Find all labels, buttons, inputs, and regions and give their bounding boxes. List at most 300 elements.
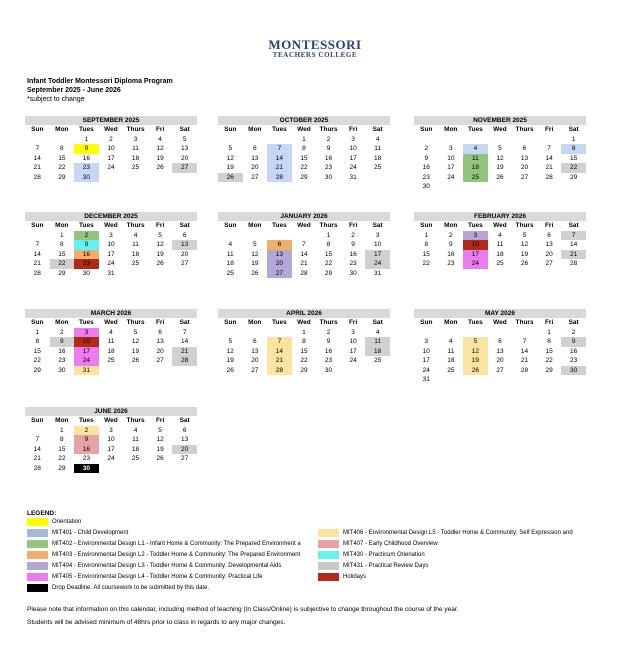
- day-cell: [439, 328, 464, 338]
- day-cell: 26: [218, 173, 243, 183]
- day-cell: 11: [132, 145, 139, 152]
- day-cell: 9: [74, 240, 99, 250]
- day-header: Tues: [79, 319, 94, 326]
- day-cell: 31: [349, 173, 357, 181]
- month-title: JANUARY 2026: [218, 212, 390, 221]
- day-cell: 1: [35, 328, 40, 336]
- day-cell: 28: [267, 173, 292, 183]
- day-cell: 18: [365, 347, 390, 357]
- day-cell: 20: [181, 250, 189, 258]
- week-row: [218, 154, 390, 164]
- legend-item-mit404: [27, 562, 281, 570]
- day-cell: 28: [570, 260, 578, 267]
- day-header: Mon: [248, 126, 262, 133]
- day-header: Thurs: [319, 126, 338, 133]
- day-cell: 31: [107, 269, 115, 277]
- week-row: [25, 144, 197, 154]
- week-row: [218, 347, 390, 357]
- month-title: NOVEMBER 2025: [414, 116, 586, 125]
- day-cell: 7: [267, 337, 292, 347]
- day-cell: 18: [107, 347, 115, 355]
- day-cell: 15: [545, 347, 553, 355]
- week-row: [25, 231, 197, 241]
- legend-label: Holidays: [343, 574, 367, 580]
- legend-title: LEGEND:: [27, 510, 57, 517]
- day-cell: 24: [74, 356, 99, 366]
- day-header: Fri: [155, 319, 165, 326]
- day-cell: 14: [570, 241, 578, 248]
- day-header: Sat: [179, 126, 190, 133]
- day-header: Tues: [79, 417, 94, 424]
- week-row: [25, 163, 197, 173]
- day-header: Thurs: [515, 126, 534, 133]
- legend-swatch: [318, 573, 339, 581]
- day-cell: 23: [324, 164, 333, 171]
- day-cell: 19: [463, 356, 488, 366]
- day-cell: 3: [351, 135, 355, 143]
- day-cell: 12: [463, 347, 488, 357]
- day-header: Fri: [155, 417, 165, 424]
- day-cell: 31: [74, 366, 99, 376]
- day-cell: [365, 173, 390, 183]
- day-cell: [463, 328, 488, 338]
- change-note: Please note that information on this calendar, including method of teaching (In Class/Online) is subjective to change throughout the course of the year.: [27, 606, 459, 613]
- day-cell: 13: [545, 241, 553, 248]
- day-cell: 15: [300, 154, 308, 162]
- day-cell: 8: [35, 338, 40, 345]
- week-row: [414, 231, 586, 241]
- day-cell: 22: [300, 164, 308, 171]
- day-cell: 8: [60, 436, 64, 443]
- month-title: FEBRUARY 2026: [414, 212, 586, 221]
- day-cell: [99, 366, 124, 376]
- day-cell: 22: [300, 357, 308, 364]
- day-cell: 29: [300, 173, 308, 181]
- day-cell: 21: [33, 455, 41, 462]
- day-cell: 14: [181, 338, 189, 345]
- day-cell: 2: [109, 135, 113, 143]
- week-row: [414, 144, 586, 154]
- week-row: [25, 135, 197, 145]
- day-cell: 24: [107, 164, 115, 171]
- week-row: [25, 337, 197, 347]
- day-cell: 28: [545, 173, 553, 181]
- day-cell: 13: [172, 240, 197, 250]
- day-cell: 3: [449, 145, 453, 152]
- day-cell: 28: [33, 173, 41, 181]
- day-cell: [123, 269, 148, 279]
- legend-item-mit403: [27, 551, 300, 559]
- day-cell: 17: [422, 357, 430, 364]
- day-cell: 21: [545, 164, 553, 171]
- month-calendar: [218, 309, 390, 375]
- day-cell: 16: [570, 347, 578, 355]
- week-row: [218, 135, 390, 145]
- day-cell: 18: [463, 163, 488, 173]
- day-cell: 20: [181, 154, 189, 162]
- day-cell: 27: [545, 260, 553, 267]
- day-header: Wed: [104, 417, 118, 424]
- day-cell: 26: [131, 357, 140, 364]
- day-cell: 25: [463, 173, 488, 183]
- legend-swatch: [27, 551, 48, 559]
- day-cell: 24: [107, 455, 115, 462]
- day-cell: 31: [422, 376, 430, 383]
- day-cell: 28: [520, 366, 529, 374]
- day-cell: 15: [422, 250, 430, 258]
- day-header: Fri: [155, 126, 165, 133]
- day-cell: 31: [374, 269, 382, 277]
- day-header: Wed: [493, 126, 507, 133]
- day-cell: 2: [74, 426, 99, 436]
- day-cell: 22: [33, 357, 41, 364]
- day-cell: 25: [131, 260, 140, 267]
- day-cell: 18: [496, 250, 504, 258]
- day-cell: 4: [158, 135, 162, 143]
- day-header: Sun: [224, 319, 237, 326]
- day-header: Sat: [179, 417, 190, 424]
- day-cell: 26: [156, 455, 164, 462]
- day-cell: 13: [156, 338, 164, 345]
- day-cell: 23: [422, 173, 430, 181]
- day-cell: [267, 328, 292, 338]
- day-cell: [243, 135, 268, 145]
- month-title: MARCH 2026: [25, 309, 197, 318]
- day-cell: 12: [520, 241, 529, 248]
- day-cell: 14: [267, 154, 292, 164]
- day-cell: [512, 135, 537, 145]
- day-cell: 17: [349, 347, 357, 355]
- day-cell: 28: [172, 356, 197, 366]
- day-cell: 3: [463, 231, 488, 241]
- day-cell: 19: [156, 250, 164, 258]
- day-header: Sun: [420, 222, 433, 229]
- day-header: Tues: [272, 126, 287, 133]
- day-cell: [148, 269, 173, 279]
- day-header: Sun: [420, 319, 433, 326]
- day-header: Thurs: [126, 126, 145, 133]
- day-cell: 19: [226, 164, 234, 171]
- day-cell: 10: [374, 241, 382, 248]
- day-cell: 27: [496, 366, 504, 374]
- day-cell: 8: [60, 145, 64, 152]
- legend-item-mit402: [27, 540, 301, 548]
- day-cell: 30: [82, 269, 91, 277]
- day-cell: 2: [351, 231, 355, 239]
- month-calendar: [414, 116, 586, 192]
- day-cell: 11: [132, 436, 139, 443]
- program-dates: September 2025 - June 2026: [27, 87, 121, 94]
- month-calendar: [25, 407, 197, 473]
- day-cell: 21: [33, 260, 41, 267]
- day-cell: 2: [571, 328, 576, 336]
- legend-swatch: [27, 573, 48, 581]
- day-cell: 16: [422, 164, 430, 171]
- day-cell: 24: [107, 260, 115, 267]
- week-row: [414, 173, 586, 183]
- day-cell: 29: [300, 366, 308, 374]
- month-calendar: [25, 309, 197, 375]
- logo-line-2: TEACHERS COLLEGE: [272, 51, 358, 59]
- day-cell: [512, 182, 537, 192]
- day-cell: [439, 135, 464, 145]
- month-title: MAY 2026: [414, 309, 586, 318]
- day-cell: 8: [302, 145, 306, 152]
- day-cell: 13: [496, 347, 504, 355]
- day-cell: 29: [58, 464, 66, 472]
- day-cell: 22: [58, 455, 66, 462]
- day-cell: 17: [107, 154, 115, 162]
- month-title: DECEMBER 2025: [25, 212, 197, 221]
- day-cell: 10: [422, 347, 430, 355]
- month-calendar: [414, 212, 586, 269]
- day-cell: 15: [324, 250, 333, 258]
- day-cell: [99, 464, 124, 474]
- day-cell: 23: [74, 259, 99, 269]
- day-cell: 27: [251, 173, 259, 181]
- legend-swatch: [318, 562, 339, 570]
- day-cell: [172, 464, 197, 474]
- day-cell: [488, 375, 513, 385]
- day-cell: 17: [74, 347, 99, 357]
- day-cell: 2: [326, 328, 331, 336]
- day-cell: [218, 231, 243, 241]
- legend-item-mit431: [318, 562, 428, 570]
- week-row: [25, 366, 197, 376]
- day-cell: 16: [74, 445, 99, 455]
- day-cell: 20: [267, 259, 292, 269]
- week-row: [414, 347, 586, 357]
- day-cell: 29: [58, 269, 66, 277]
- legend-item-orientation: [27, 518, 81, 526]
- legend-item-mit430: [318, 551, 425, 559]
- day-cell: 12: [156, 145, 164, 152]
- day-cell: [439, 375, 464, 385]
- day-cell: 12: [251, 250, 259, 258]
- day-cell: 24: [365, 259, 390, 269]
- day-cell: 9: [561, 337, 586, 347]
- day-cell: 19: [496, 164, 504, 171]
- day-cell: 9: [424, 154, 429, 162]
- day-cell: 24: [422, 366, 430, 374]
- day-cell: 12: [226, 154, 234, 162]
- day-header: Mon: [248, 319, 262, 326]
- day-cell: 9: [351, 241, 355, 248]
- day-cell: 5: [463, 337, 488, 347]
- day-header: Mon: [248, 222, 262, 229]
- day-cell: 14: [33, 445, 41, 453]
- day-cell: 27: [251, 366, 259, 374]
- day-cell: 9: [326, 145, 331, 152]
- day-header: Wed: [104, 222, 118, 229]
- day-header: Wed: [493, 222, 507, 229]
- week-row: [25, 259, 197, 269]
- day-cell: 28: [300, 269, 308, 277]
- day-header: Fri: [348, 126, 358, 133]
- day-cell: 30: [324, 366, 333, 374]
- day-cell: 27: [267, 269, 292, 279]
- day-cell: 25: [107, 357, 115, 364]
- day-cell: 11: [447, 347, 455, 355]
- day-cell: 21: [300, 260, 308, 267]
- month-calendar: [218, 116, 390, 182]
- document-header: [27, 77, 173, 104]
- day-cell: 11: [496, 241, 504, 248]
- day-cell: 7: [267, 144, 292, 154]
- week-row: [218, 250, 390, 260]
- day-cell: 3: [133, 135, 138, 143]
- day-cell: [463, 135, 488, 145]
- week-row: [25, 269, 197, 279]
- legend-label: MIT401 - Child Development: [52, 530, 129, 536]
- week-row: [414, 366, 586, 376]
- day-header: Fri: [348, 222, 358, 229]
- day-cell: 6: [253, 145, 257, 152]
- legend-label: MIT431 - Practical Review Days: [343, 563, 429, 569]
- day-cell: [25, 135, 50, 145]
- legend-item-mit407: [318, 540, 438, 548]
- day-header: Sat: [568, 222, 579, 229]
- week-row: [25, 426, 197, 436]
- day-cell: 5: [228, 145, 233, 152]
- day-cell: [488, 135, 513, 145]
- day-cell: 24: [447, 173, 455, 181]
- day-cell: [365, 366, 390, 376]
- day-cell: 1: [424, 231, 429, 239]
- day-cell: 8: [424, 241, 429, 248]
- day-cell: 23: [82, 455, 91, 462]
- day-cell: 6: [158, 328, 162, 336]
- day-cell: 26: [226, 366, 234, 374]
- day-cell: 2: [449, 231, 453, 239]
- day-cell: 13: [181, 145, 189, 152]
- legend-swatch: [318, 529, 339, 537]
- day-header: Sat: [372, 126, 383, 133]
- day-cell: 1: [302, 328, 306, 336]
- day-cell: 27: [156, 357, 164, 364]
- day-cell: 1: [84, 135, 89, 143]
- legend-label: MIT405 - Environmental Design L4 - Toddler Home & Community: Practical Life: [52, 574, 263, 580]
- day-cell: 25: [496, 260, 504, 267]
- day-cell: 29: [33, 366, 41, 374]
- day-cell: [25, 231, 50, 241]
- day-cell: [537, 182, 562, 192]
- day-header: Thurs: [515, 222, 534, 229]
- day-cell: [99, 173, 124, 183]
- day-cell: 24: [463, 259, 488, 269]
- week-row: [218, 328, 390, 338]
- day-cell: 12: [226, 347, 234, 355]
- subject-note: *subject to change: [27, 96, 85, 103]
- day-cell: 16: [74, 250, 99, 260]
- day-cell: [463, 182, 488, 192]
- day-cell: 7: [182, 328, 187, 336]
- day-cell: 14: [300, 250, 308, 258]
- day-cell: 4: [133, 426, 138, 434]
- week-row: [414, 240, 586, 250]
- day-cell: [512, 375, 537, 385]
- day-header: Thurs: [319, 222, 338, 229]
- month-calendar: [218, 212, 390, 278]
- day-cell: 5: [228, 338, 233, 345]
- day-cell: [267, 135, 292, 145]
- legend-swatch: [318, 540, 339, 548]
- day-header: Tues: [468, 222, 483, 229]
- day-cell: 18: [447, 357, 455, 364]
- day-cell: [414, 328, 439, 338]
- week-row: [414, 259, 586, 269]
- legend-item-drop: [27, 584, 209, 592]
- day-cell: 18: [131, 445, 140, 453]
- day-cell: 16: [447, 250, 455, 258]
- day-cell: 23: [349, 260, 357, 267]
- day-cell: 22: [58, 164, 66, 171]
- day-header: Sat: [372, 319, 383, 326]
- week-row: [25, 240, 197, 250]
- day-cell: 21: [267, 356, 292, 366]
- day-cell: 2: [424, 145, 429, 152]
- day-cell: 19: [156, 154, 164, 162]
- day-cell: 12: [156, 436, 164, 443]
- day-header: Sat: [179, 222, 190, 229]
- day-cell: 5: [182, 135, 187, 143]
- day-cell: 25: [131, 164, 140, 171]
- day-cell: 29: [324, 269, 333, 277]
- day-cell: 10: [107, 145, 115, 152]
- day-header: Mon: [55, 222, 69, 229]
- day-cell: 20: [545, 250, 553, 258]
- week-row: [25, 464, 197, 474]
- day-cell: 4: [228, 241, 233, 248]
- day-cell: 2: [74, 231, 99, 241]
- day-cell: 11: [374, 145, 382, 152]
- day-cell: 1: [60, 231, 64, 239]
- day-cell: 5: [522, 231, 527, 239]
- day-header: Mon: [444, 319, 458, 326]
- day-cell: 7: [561, 231, 586, 241]
- day-cell: [148, 366, 173, 376]
- legend-swatch: [27, 518, 48, 526]
- day-header: Wed: [297, 126, 311, 133]
- legend-item-mit405: [27, 573, 263, 581]
- day-cell: 6: [498, 338, 502, 345]
- day-header: Sun: [224, 126, 237, 133]
- day-cell: 30: [561, 366, 586, 376]
- day-cell: 5: [253, 241, 257, 248]
- week-row: [25, 250, 197, 260]
- day-header: Tues: [79, 126, 94, 133]
- day-cell: 15: [58, 250, 66, 258]
- day-cell: 25: [447, 366, 455, 374]
- week-row: [218, 366, 390, 376]
- day-cell: 11: [463, 154, 488, 164]
- day-cell: 14: [520, 347, 529, 355]
- day-cell: 12: [496, 154, 504, 162]
- day-cell: [267, 231, 292, 241]
- day-cell: 17: [349, 154, 357, 162]
- week-row: [218, 269, 390, 279]
- day-cell: 23: [74, 163, 99, 173]
- day-cell: 30: [58, 366, 66, 374]
- day-header: Sun: [31, 126, 44, 133]
- day-cell: 4: [109, 328, 113, 336]
- day-header: Tues: [79, 222, 94, 229]
- program-title: Infant Toddler Montessori Diploma Program: [27, 78, 173, 85]
- day-cell: 13: [251, 154, 259, 162]
- day-cell: 2: [326, 135, 331, 143]
- day-cell: 17: [463, 250, 488, 260]
- day-cell: 4: [449, 338, 453, 345]
